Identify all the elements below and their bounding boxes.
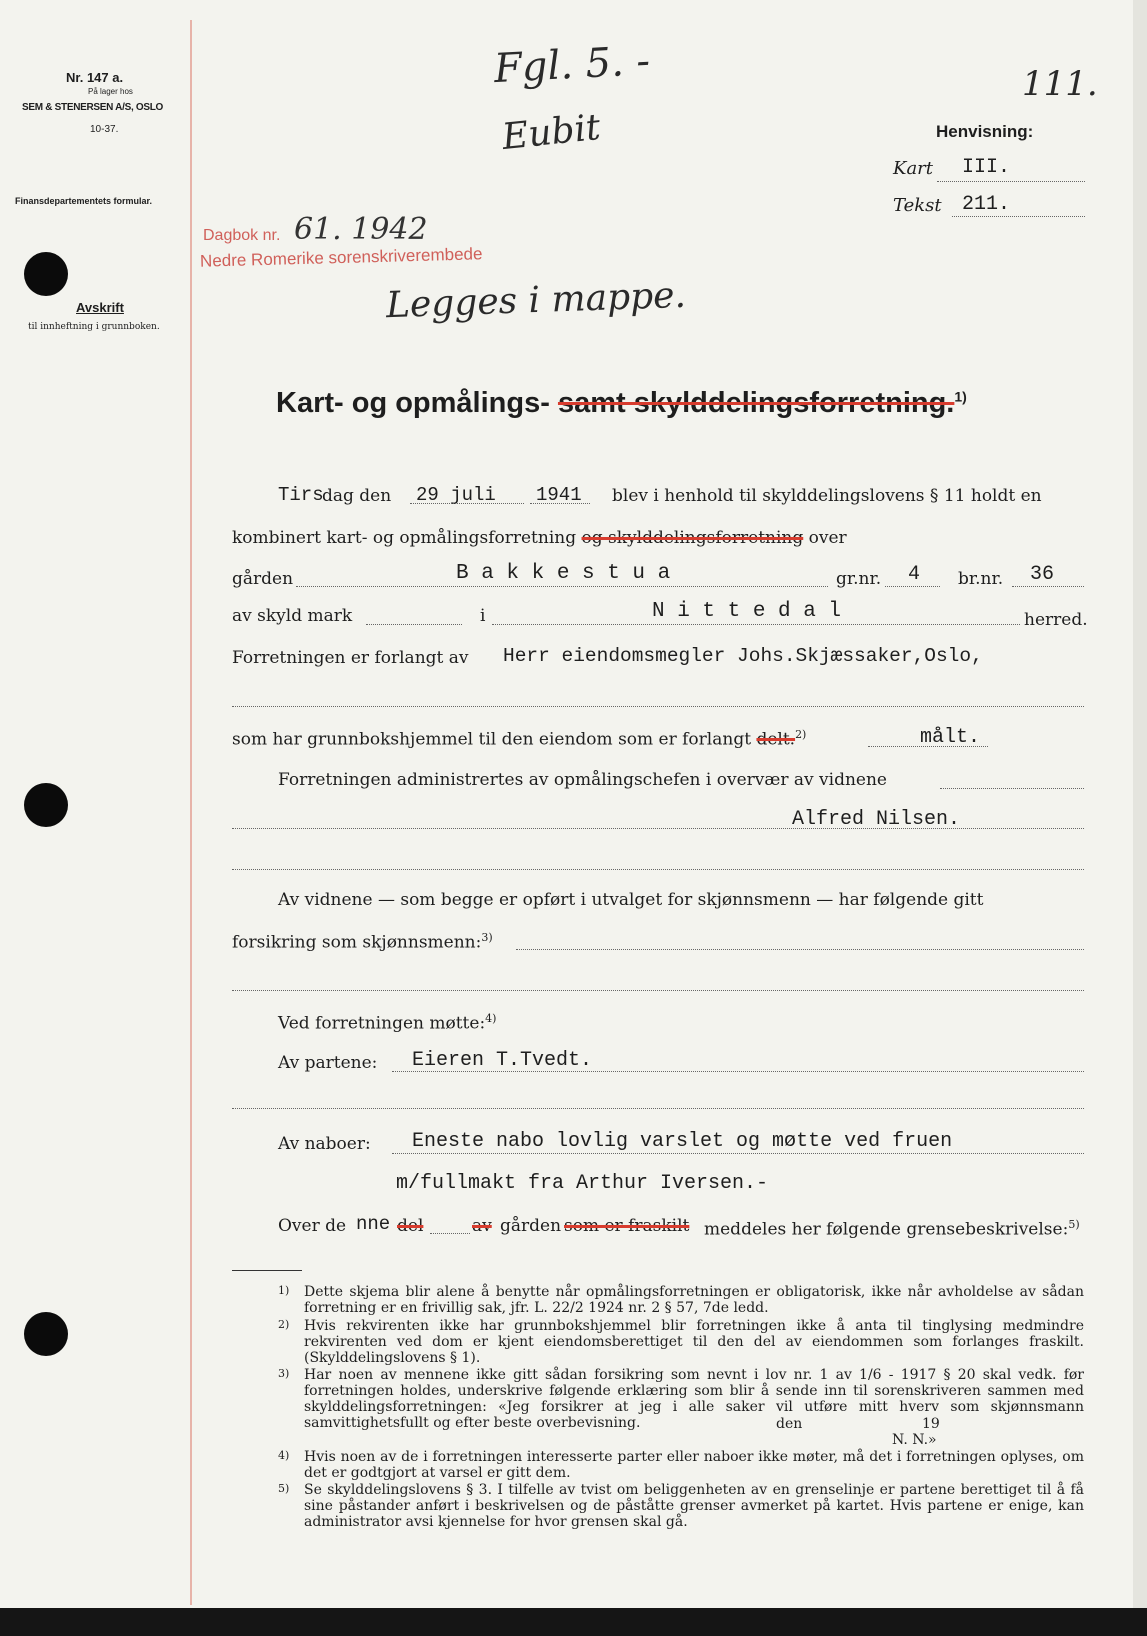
neighbours-line-2: m/fullmakt fra Arthur Iversen.- — [396, 1172, 769, 1195]
grnr-label: gr.nr. — [836, 569, 882, 589]
admin-text: Forretningen administrertes av opmålingschefen i overvær av vidnene — [278, 770, 887, 790]
year-fill-line — [530, 503, 590, 504]
neighbours-label: Av naboer: — [278, 1134, 371, 1154]
stamp-dagbok-label: Dagbok nr. — [203, 227, 281, 244]
footnote-3-den: den — [776, 1416, 803, 1432]
avskrift-title: Avskrift — [76, 300, 124, 315]
boundary-over: Over de — [278, 1216, 347, 1236]
title-struck: samt skylddelingsforretning. — [557, 387, 955, 419]
footnote-3-number: 3) — [278, 1367, 290, 1380]
blank-fill-line-3 — [232, 990, 1084, 991]
printer-name: SEM & STENERSEN A/S, OSLO — [22, 102, 164, 113]
year-typed: 1941 — [536, 484, 582, 506]
printer-label: På lager hos — [88, 87, 133, 96]
weekday-suffix: dag den — [322, 486, 392, 506]
dagbok-number: 61. 1942 — [294, 212, 428, 247]
municipality: N i t t e d a l — [652, 600, 842, 623]
handwritten-annotation: Eubit — [500, 106, 603, 159]
brnr-fill-line — [1012, 586, 1084, 587]
tekst-value: 211. — [962, 193, 1011, 216]
witness-name: Alfred Nilsen. — [792, 808, 961, 831]
footnote-4: Hvis noen av de i forretningen interesserte parter eller naboer ikke møter, må det i forretningen oplyses, om det er godtgjort at varsel er gitt dem. — [304, 1449, 1084, 1481]
assurance-fill-line — [516, 949, 1084, 950]
punch-hole — [24, 252, 68, 296]
witness-line-2 — [232, 931, 493, 953]
date-fill-line — [410, 503, 524, 504]
punch-hole — [24, 1312, 68, 1356]
blank-fill-line — [232, 706, 1084, 707]
boundary-struck-1: del — [397, 1216, 424, 1236]
footnote-1: Dette skjema blir alene å benytte når opmålingsforretningen er obligatorisk, ikke når avholdelse av sådan forretning er en frivillig sak, jfr. L. 22/2 1924 nr. 2 § 57, 7de ledd. — [304, 1284, 1084, 1316]
footnote-5: Se skylddelingslovens § 3. I tilfelle av tvist om beliggenheten av en grenselinje er partene berettiget til å få sine påstander anført i beskrivelsen og de påståtte grenser avmerket på kartet. Hvis partene er enige, kan administrator avsi kjennelse for hvor grensen skal gå. — [304, 1482, 1084, 1530]
attended-mark: 4) — [485, 1012, 497, 1025]
line1-text: blev i henhold til skylddelingslovens § 11 holdt en — [612, 486, 1042, 506]
kart-fill-line — [937, 181, 1085, 182]
hjemmel-text: som har grunnbokshjemmel til den eiendom som er forlangt — [232, 729, 752, 750]
brnr-label: br.nr. — [958, 569, 1004, 589]
municipality-fill-line — [492, 624, 1020, 625]
footnote-3-year: 19 — [922, 1416, 940, 1432]
page-edge — [1133, 0, 1147, 1608]
boundary-struck-3: som er fraskilt — [564, 1216, 690, 1236]
ministry-label: Finansdepartementets formular. — [15, 196, 153, 206]
reference-heading: Henvisning: — [936, 122, 1034, 141]
handwritten-instruction: Legges i mappe. — [385, 274, 687, 327]
farm-fill-line — [296, 586, 828, 587]
handwritten-page-number: 111. — [1022, 64, 1098, 104]
grnr-fill-line — [885, 586, 940, 587]
print-date: 10-37. — [90, 124, 119, 135]
form-number: Nr. 147 a. — [66, 70, 124, 85]
boundary-typed: nne — [356, 1213, 391, 1235]
boundary-end-line — [704, 1218, 1080, 1240]
neighbours-line-1: Eneste nabo lovlig varslet og møtte ved fruen — [412, 1130, 953, 1153]
hjemmel-mark: 2) — [795, 728, 807, 741]
attended-label: Ved forretningen møtte: — [278, 1013, 486, 1034]
blank-fill-line-2 — [232, 869, 1084, 870]
boundary-struck-2: av — [472, 1216, 492, 1236]
footnote-3-signature: N. N.» — [892, 1432, 937, 1448]
title-footnote-mark: 1) — [954, 388, 967, 405]
boundary-end: meddeles her følgende grensebeskrivelse: — [704, 1219, 1069, 1240]
handwritten-reference: Fgl. 5. - — [492, 37, 652, 93]
scan-border — [0, 1608, 1147, 1636]
farm-name: B a k k e s t u a — [456, 562, 671, 585]
footnote-4-number: 4) — [278, 1449, 290, 1462]
requested-label: Forretningen er forlangt av — [232, 648, 469, 668]
skyld-fill-line — [366, 624, 462, 625]
blank-fill-line-4 — [232, 1108, 1084, 1109]
hjemmel-struck: delt. — [756, 729, 796, 750]
witness-text-2: forsikring som skjønnsmenn: — [232, 932, 482, 953]
brnr-value: 36 — [1030, 563, 1055, 586]
line2-a: kombinert kart- og opmålingsforretning — [232, 528, 577, 548]
skyld-label: av skyld mark — [232, 606, 353, 626]
attended-line — [278, 1012, 496, 1034]
witness-text-1: Av vidnene — som begge er opført i utvalget for skjønnsmenn — har følgende gitt — [278, 890, 984, 910]
footnote-separator — [232, 1270, 302, 1271]
grnr-value: 4 — [908, 563, 921, 586]
kart-value: III. — [962, 156, 1011, 179]
boundary-fill-line — [430, 1233, 470, 1234]
line2 — [232, 528, 847, 548]
neighbours-fill-line — [392, 1153, 1084, 1154]
herred-label: herred. — [1024, 610, 1088, 630]
punch-hole — [24, 783, 68, 827]
tekst-label: Tekst — [893, 195, 942, 216]
parties-fill-line — [392, 1071, 1084, 1072]
farm-label: gården — [232, 569, 294, 589]
witness-mark: 3) — [481, 931, 493, 944]
date-typed: 29 juli — [416, 484, 496, 506]
witness-fill-line — [232, 828, 1084, 829]
line2-struck: og skylddelingsforretning — [581, 528, 804, 548]
parties-value: Eieren T.Tvedt. — [412, 1049, 593, 1072]
admin-fill-line — [940, 788, 1084, 789]
title-main: Kart- og opmålings- — [276, 387, 550, 419]
form-title — [276, 387, 967, 420]
footnote-2: Hvis rekvirenten ikke har grunnbokshjemmel blir forretningen ikke å anta til tinglysing medmindre rekvirenten ved dom er kjent eiendomsberettiget til den del av eiendommen som forlanges fraskilt. (Skylddelingslovens § 1). — [304, 1318, 1084, 1366]
footnote-5-number: 5) — [278, 1482, 290, 1495]
stamp-office: Nedre Romerike sorenskriverembede — [199, 244, 483, 271]
margin-rule — [190, 20, 192, 1605]
line2-b: over — [808, 528, 847, 548]
parties-label: Av partene: — [278, 1053, 378, 1073]
footnote-3: Har noen av mennene ikke gitt sådan forsikring som nevnt i lov nr. 1 av 1/6 - 1917 § 20 skal vedk. før forretningen holdes, underskrive følgende erklæring som blir å sende inn til sorenskriveren sammen med skylddelingsforretningen: «Jeg forsikrer at jeg i alle saker vil utføre mitt hverv som skjønnsmann samvittighetsfullt og efter beste overbevisning. — [304, 1367, 1084, 1431]
footnote-1-number: 1) — [278, 1284, 290, 1297]
requested-by: Herr eiendomsmegler Johs.Skjæssaker,Oslo, — [503, 645, 983, 667]
i-label: i — [480, 606, 486, 626]
footnote-2-number: 2) — [278, 1318, 290, 1331]
boundary-mid: gården — [500, 1216, 562, 1236]
kart-label: Kart — [893, 158, 934, 179]
tekst-fill-line — [952, 216, 1085, 217]
avskrift-subtitle: til innheftning i grunnboken. — [28, 322, 160, 332]
hjemmel-value: målt. — [920, 726, 981, 749]
boundary-mark: 5) — [1068, 1218, 1080, 1231]
weekday-typed: Tirs — [278, 484, 324, 506]
hjemmel-line — [232, 728, 806, 750]
